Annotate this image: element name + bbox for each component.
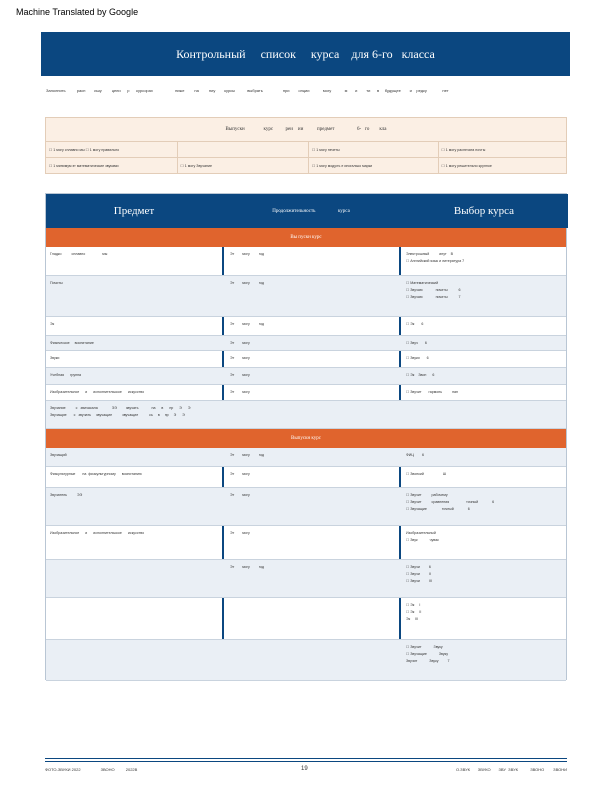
course-choice-cell[interactable]	[402, 467, 566, 487]
subject-cell	[46, 640, 222, 680]
subject-cell	[46, 336, 222, 350]
course-choice-cell[interactable]	[402, 401, 566, 428]
duration-cell	[226, 276, 396, 316]
subject-cell	[46, 448, 222, 466]
subject-cell	[46, 526, 222, 559]
duration-cell	[226, 488, 396, 525]
machine-translated-label: Machine Translated by Google	[16, 7, 139, 17]
duration-cell	[226, 336, 396, 350]
subject-cell	[46, 368, 222, 384]
duration-cell	[226, 467, 396, 487]
table-row	[46, 317, 566, 336]
cell-text: ☐ Звучащие Звуку	[406, 652, 449, 656]
cell-text: ☐ Эк I	[406, 603, 421, 607]
cell-text: Изобразительное и исполнительское искусство	[50, 531, 145, 535]
cell-text: Эк III	[406, 617, 419, 621]
footer-left: ФОТО-ЗВУКИ 2022 ЗВОНО 2022В	[45, 767, 138, 772]
table-row	[46, 598, 566, 640]
cell-text: ☐ Эк 6	[406, 322, 424, 326]
duration-cell	[226, 385, 396, 400]
course-choice-cell[interactable]	[402, 598, 566, 639]
duration-cell	[226, 640, 396, 680]
requirement-item[interactable]: ☐ 1 могу Звучание	[178, 158, 310, 174]
duration-cell	[226, 560, 396, 597]
header-subject: Предмет	[46, 194, 222, 228]
cell-text: ☐ Звучащие точный 6	[406, 507, 470, 511]
course-choice-cell[interactable]	[402, 488, 566, 525]
table-row	[46, 488, 566, 526]
cell-text: Эк	[50, 322, 55, 326]
subject-cell	[46, 317, 222, 335]
cell-text: ☐ Звучи 6	[406, 565, 431, 569]
requirement-item[interactable]: ☐ 1 могу решительно крупное	[441, 164, 492, 168]
cell-text: ☐ Звук чувак	[406, 538, 439, 542]
cell-text: ☐ Звонкий Ш	[406, 472, 447, 476]
subject-cell	[46, 467, 222, 487]
requirements-box	[45, 117, 567, 174]
table-row	[46, 247, 566, 276]
subject-cell	[46, 560, 222, 597]
cell-text: ☐ Звучит гармонь нап	[406, 390, 459, 394]
intro-text: Заполнить расп ишу цели р курсорах ниже на ниу курсы выбрать при опции могу м и ти в будущее и редку нет	[46, 88, 449, 93]
duration-cell	[226, 598, 396, 639]
page-title	[41, 32, 570, 76]
cell-text: ☐ Звучит Звуку	[406, 645, 443, 649]
cell-text: Звучащие с звучать звучащие звучащие сь в пр Э Э	[50, 413, 185, 417]
course-choice-cell[interactable]	[402, 317, 566, 335]
subject-cell	[46, 385, 222, 400]
cell-text: Учебная группа	[50, 373, 82, 377]
duration-cell	[226, 448, 396, 466]
cell-text: ФИЦ 6	[406, 453, 424, 457]
requirement-item[interactable]: ☐ 1 минимум эт математические звуками	[46, 158, 178, 174]
cell-text: Эт могу год	[230, 565, 265, 569]
cell-text: Эт могу год	[230, 281, 265, 285]
cell-text: Физкультурные на физкультурному воспитанию	[50, 472, 142, 476]
requirement-item[interactable]: ☐ 1 могу сплавно мы ☐ 1 могу правильно	[46, 142, 178, 157]
footer-divider	[45, 761, 567, 762]
duration-cell	[226, 317, 396, 335]
course-choice-cell[interactable]	[402, 448, 566, 466]
cell-text: Эт могу год	[230, 252, 265, 256]
cell-text: Эт могу	[230, 531, 250, 535]
table-row	[46, 336, 566, 351]
course-choice-cell[interactable]	[402, 526, 566, 559]
cell-text: ☐ Математический	[406, 281, 439, 285]
cell-text: Звучание с звичасала ЭЭ звучать на в пр Э Э	[50, 406, 191, 410]
cell-text: ☐ Эк II	[406, 610, 422, 614]
subject-cell	[46, 598, 222, 639]
header-duration: Продолжительность курса	[223, 194, 399, 228]
cell-text: Эт могу год	[230, 453, 265, 457]
table-row	[46, 368, 566, 385]
cell-text: Звуки	[50, 356, 60, 360]
requirements-heading: Выпускн курс реи ии предмет 6- го кла	[46, 118, 566, 142]
cell-text: Эт могу	[230, 373, 250, 377]
cell-text: ☐ Английский язык и литература 7	[406, 259, 465, 263]
page-title-text: Контрольный список курса для 6-го класса	[176, 46, 435, 61]
course-choice-cell[interactable]	[402, 385, 566, 400]
requirement-item[interactable]: ☐ 1 могу модулъ е иногалько марки	[309, 158, 439, 174]
table-row	[46, 276, 566, 317]
course-choice-cell[interactable]	[402, 247, 566, 275]
subject-cell	[46, 488, 222, 525]
footer-right: О.ЗВУК ЗВУКО ЗВУ ЗВУК ЗВОНО ЗВОНИ	[455, 767, 567, 772]
cell-text: ☐ Звучит сравнения точный 6	[406, 500, 495, 504]
section-header-1: Вы пускн курс	[46, 228, 566, 247]
footer-divider	[45, 758, 567, 759]
table-row	[46, 467, 566, 488]
subject-cell	[46, 401, 222, 428]
cell-text: Эт могу	[230, 390, 250, 394]
cell-text: Гладко сплавно мы	[50, 252, 108, 256]
course-choice-cell[interactable]	[402, 560, 566, 597]
table-row	[46, 526, 566, 560]
course-choice-cell[interactable]	[402, 351, 566, 367]
cell-text: ☐ Звуч 6	[406, 341, 427, 345]
cell-text: Изобразительное и исполнительское искусство	[50, 390, 145, 394]
cell-text: Эт могу	[230, 356, 250, 360]
cell-text: Физическое воспитание	[50, 341, 94, 345]
cell-text: ☐ Звучит рабочему	[406, 493, 448, 497]
cell-text: Эт могу год	[230, 322, 265, 326]
course-table	[45, 193, 567, 680]
table-row	[46, 560, 566, 598]
duration-cell	[226, 526, 396, 559]
cell-text: Эт могу	[230, 341, 250, 345]
course-choice-cell[interactable]	[402, 640, 566, 680]
page-number: 19	[301, 766, 308, 772]
table-row	[46, 401, 566, 429]
requirement-item[interactable]: ☐ 1 могу распечата почты	[441, 147, 486, 152]
subject-cell	[46, 276, 222, 316]
cell-text: ☐ Звучи II	[406, 572, 431, 576]
subject-cell	[46, 247, 222, 275]
duration-cell	[226, 401, 396, 428]
subject-cell	[46, 351, 222, 367]
course-choice-cell[interactable]	[402, 276, 566, 316]
cell-text: Звучащий	[50, 453, 67, 457]
course-choice-cell[interactable]	[402, 336, 566, 350]
table-row	[46, 448, 566, 467]
requirement-item[interactable]: ☐ 1 могу нечеты	[309, 142, 439, 157]
header-course-choice: Выбор курса	[400, 194, 568, 228]
duration-cell	[226, 247, 396, 275]
duration-cell	[226, 368, 396, 384]
cell-text: Звучит Звуку 7	[406, 659, 450, 663]
course-choice-cell[interactable]	[402, 368, 566, 384]
duration-cell	[226, 351, 396, 367]
section-header-2: Выпускн курс	[46, 429, 566, 448]
table-row	[46, 351, 566, 368]
cell-text: ☐ Звучи III	[406, 579, 432, 583]
cell-text: Электрошный инут В	[406, 252, 454, 256]
cell-text: ☐ Звуки 6	[406, 356, 429, 360]
table-row	[46, 640, 566, 681]
cell-text: Эт могу	[230, 493, 250, 497]
table-row	[46, 385, 566, 401]
cell-text: ☐ Звучаю почиты 7	[406, 295, 461, 299]
requirements-row	[46, 142, 566, 158]
cell-text: Звучатель ЭЭ	[50, 493, 83, 497]
cell-text: ☐ Звучаю почиты 6	[406, 288, 461, 292]
cell-text: ☐ Эк Звон 6	[406, 373, 435, 377]
requirements-row	[46, 158, 566, 174]
cell-text: Почиты	[50, 281, 63, 285]
cell-text: Изобразительный	[406, 531, 436, 535]
requirement-item	[178, 142, 310, 157]
cell-text: Эт могу	[230, 472, 250, 476]
